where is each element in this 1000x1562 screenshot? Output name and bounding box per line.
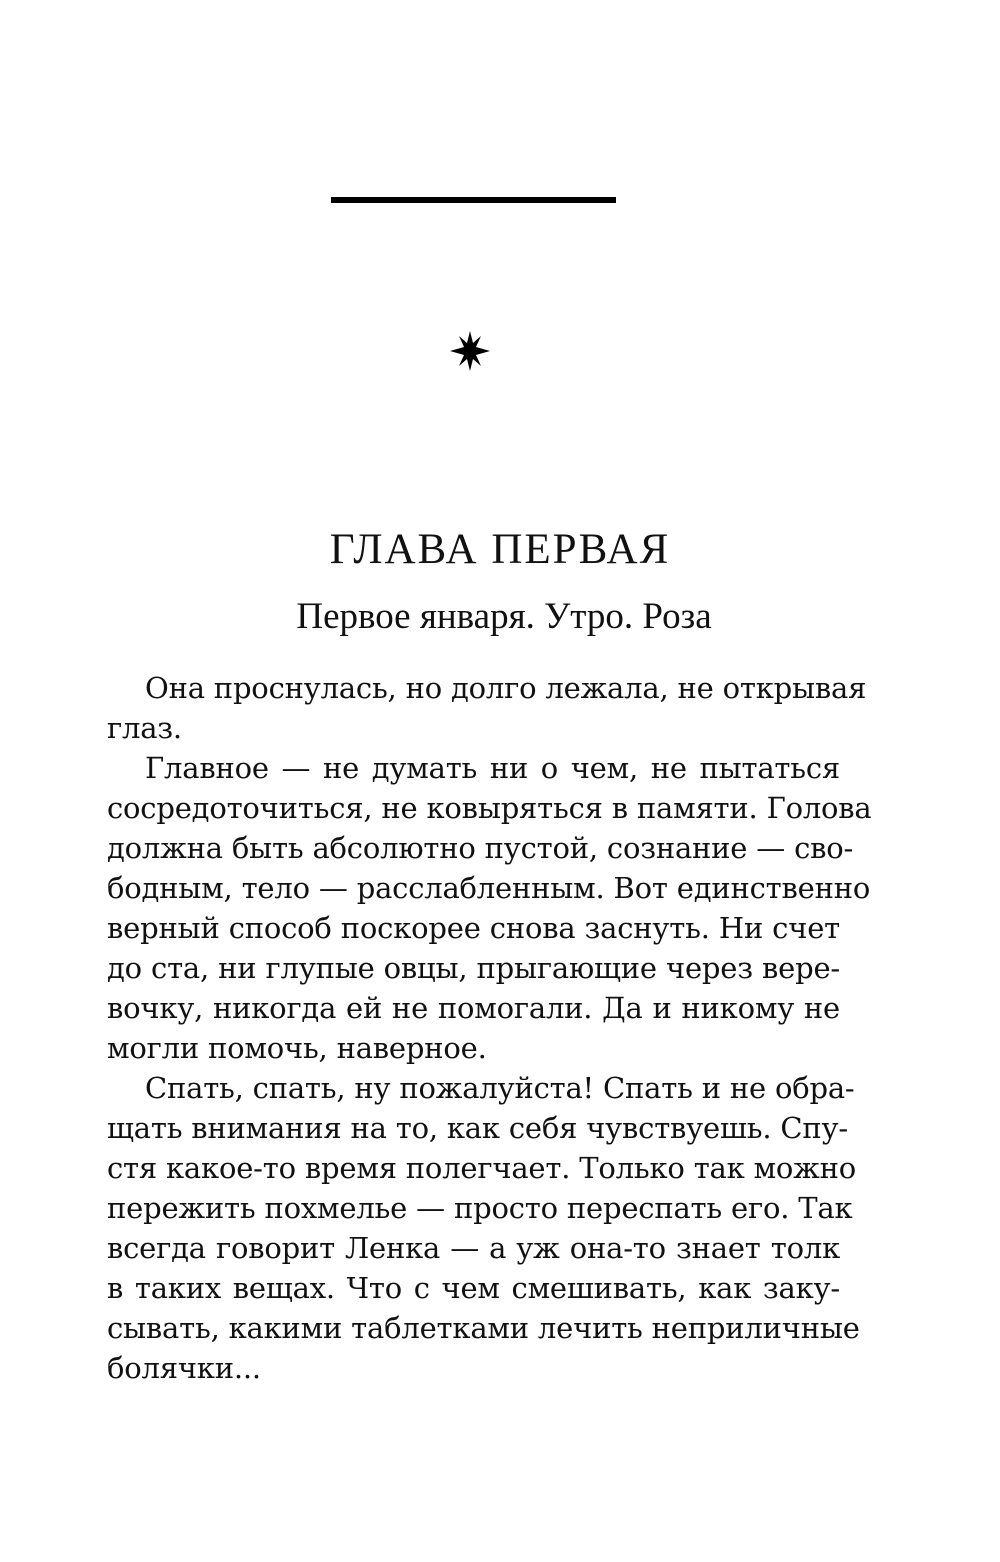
- text-line: в таких вещах. Что с чем смешивать, как заку-: [107, 1271, 840, 1305]
- top-rule: [331, 197, 616, 203]
- text-line: сосредоточиться, не ковыряться в памяти. Голова: [107, 791, 872, 825]
- text-line: щать внимания на то, как себя чувствуешь. Спу-: [107, 1111, 848, 1145]
- chapter-title: ГЛАВА ПЕРВАЯ: [329, 526, 671, 573]
- star-ornament-icon: [449, 330, 491, 372]
- text-line: вочку, никогда ей не помогали. Да и никому не: [107, 991, 840, 1025]
- text-line: Главное — не думать ни о чем, не пытаться: [145, 751, 840, 785]
- text-line: пережить похмелье — просто переспать его. Так: [107, 1191, 853, 1225]
- text-line: должна быть абсолютно пустой, сознание — сво-: [107, 831, 854, 865]
- body-text: [107, 668, 872, 1388]
- text-line: бодным, тело — расслабленным. Вот единственно: [107, 871, 871, 905]
- text-line: до ста, ни глупые овцы, прыгающие через вере-: [107, 951, 840, 985]
- eight-point-star-icon: [449, 330, 491, 372]
- text-line: Она проснулась, но долго лежала, не открывая: [145, 671, 867, 705]
- chapter-subtitle: Первое января. Утро. Роза: [296, 596, 712, 637]
- text-line: Спать, спать, ну пожалуйста! Спать и не обра-: [145, 1071, 855, 1105]
- text-line: всегда говорит Ленка — а уж она-то знает толк: [107, 1231, 840, 1265]
- text-line: глаз.: [107, 711, 182, 745]
- text-line: верный способ поскорее снова заснуть. Ни счет: [107, 911, 840, 945]
- text-line: стя какое-то время полегчает. Только так можно: [107, 1151, 857, 1185]
- text-line: сывать, какими таблетками лечить неприличные: [107, 1311, 860, 1345]
- text-line: могли помочь, наверное.: [107, 1031, 487, 1065]
- text-line: болячки...: [107, 1351, 261, 1385]
